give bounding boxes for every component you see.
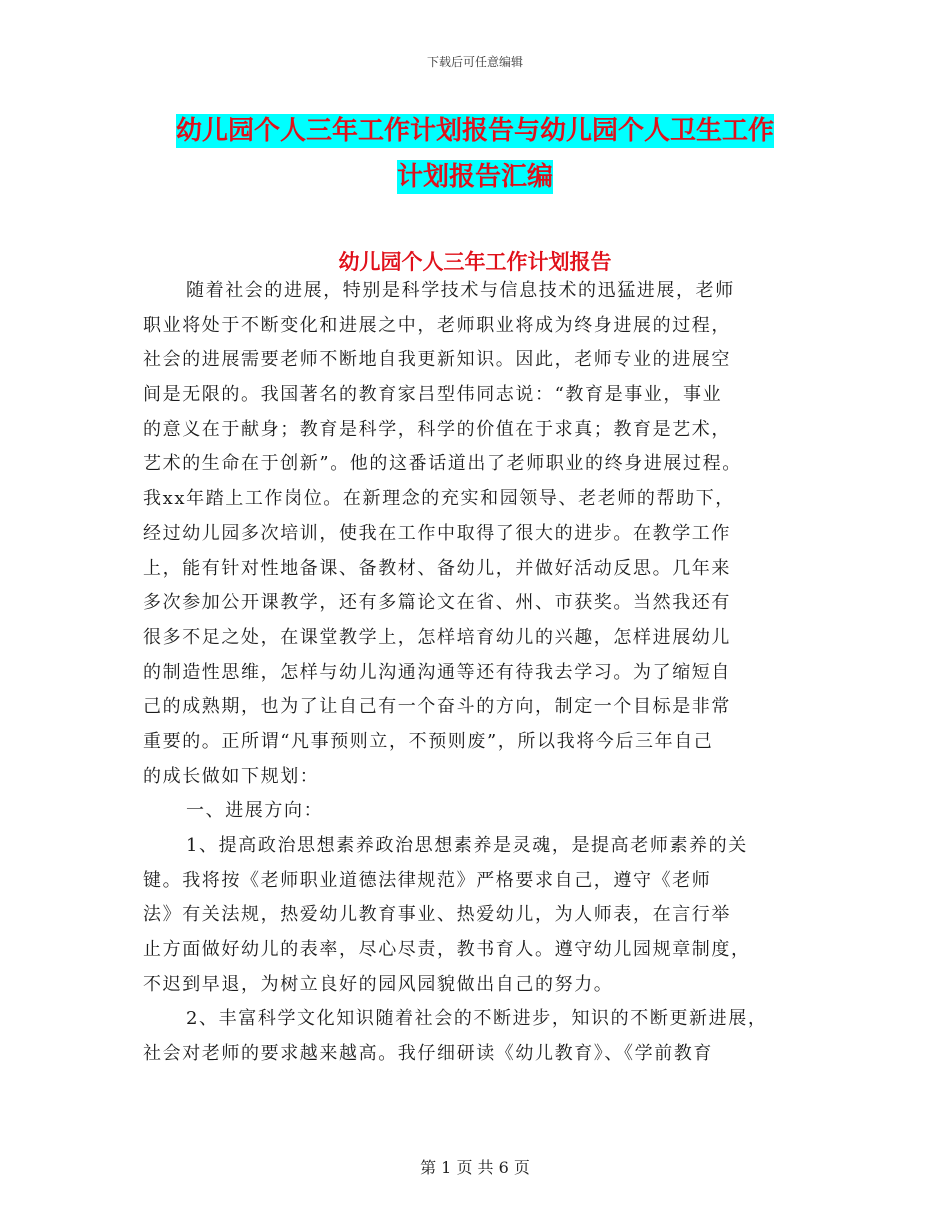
text-line: 2、丰富科学文化知识随着社会的不断进步，知识的不断更新进展， [186, 1008, 768, 1030]
body-text [143, 274, 823, 1072]
text-line: 职业将处于不断变化和进展之中，老师职业将成为终身进展的过程， [143, 314, 731, 336]
text-line: 很多不足之处，在课堂教学上，怎样培育幼儿的兴趣，怎样进展幼儿 [143, 626, 731, 648]
text-line: 随着社会的进展，特别是科学技术与信息技术的迅猛进展，老师 [186, 280, 735, 301]
text-line: 不迟到早退，为树立良好的园风园貌做出自己的努力。 [143, 973, 614, 995]
page-footer: 第 1 页 共 6 页 [420, 1158, 530, 1177]
header-note: 下载后可任意编辑 [426, 55, 523, 69]
text-line: 法》有关法规，热爱幼儿教育事业、热爱幼儿，为人师表，在言行举 [143, 904, 731, 926]
text-line: 多次参加公开课教学，还有多篇论文在省、州、市获奖。当然我还有 [143, 592, 731, 614]
text-line: 间是无限的。我国著名的教育家吕型伟同志说：“教育是事业，事业 [143, 384, 723, 406]
document-title-line-2: 计划报告汇编 [396, 162, 553, 192]
text-line: 经过幼儿园多次培训，使我在工作中取得了很大的进步。在教学工作 [143, 522, 731, 544]
text-line: 键。我将按《老师职业道德法律规范》严格要求自己，遵守《老师 [143, 869, 712, 891]
text-line: 上，能有针对性地备课、备教材、备幼儿，并做好活动反思。几年来 [143, 557, 731, 579]
text-line: 己的成熟期，也为了让自己有一个奋斗的方向，制定一个目标是非常 [143, 696, 731, 718]
text-line: 一、进展方向： [186, 800, 324, 822]
text-line: 重要的。正所谓“凡事预则立，不预则废”，所以我将今后三年自己 [143, 730, 714, 752]
text-line: 社会对老师的要求越来越高。我仔细研读《幼儿教育》、《学前教育 [143, 1043, 713, 1065]
text-line: 1、提高政治思想素养政治思想素养是灵魂，是提高老师素养的关 [186, 835, 748, 856]
text-line: 我xx年踏上工作岗位。在新理念的充实和园领导、老老师的帮助下， [143, 488, 735, 510]
text-line: 止方面做好幼儿的表率，尽心尽责，教书育人。遵守幼儿园规章制度， [143, 939, 751, 961]
text-line: 社会的进展需要老师不断地自我更新知识。因此，老师专业的进展空 [143, 349, 731, 371]
document-title-line-1: 幼儿园个人三年工作计划报告与幼儿园个人卫生工作 [175, 116, 774, 146]
text-line: 艺术的生命在于创新”。他的这番话道出了老师职业的终身进展过程。 [143, 453, 742, 475]
text-line: 的成长做如下规划： [143, 765, 320, 787]
text-line: 的意义在于献身；教育是科学，科学的价值在于求真；教育是艺术， [143, 418, 731, 440]
section-title: 幼儿园个人三年工作计划报告 [338, 250, 612, 274]
text-line: 的制造性思维，怎样与幼儿沟通沟通等还有待我去学习。为了缩短自 [143, 661, 731, 683]
document-title [0, 108, 950, 200]
